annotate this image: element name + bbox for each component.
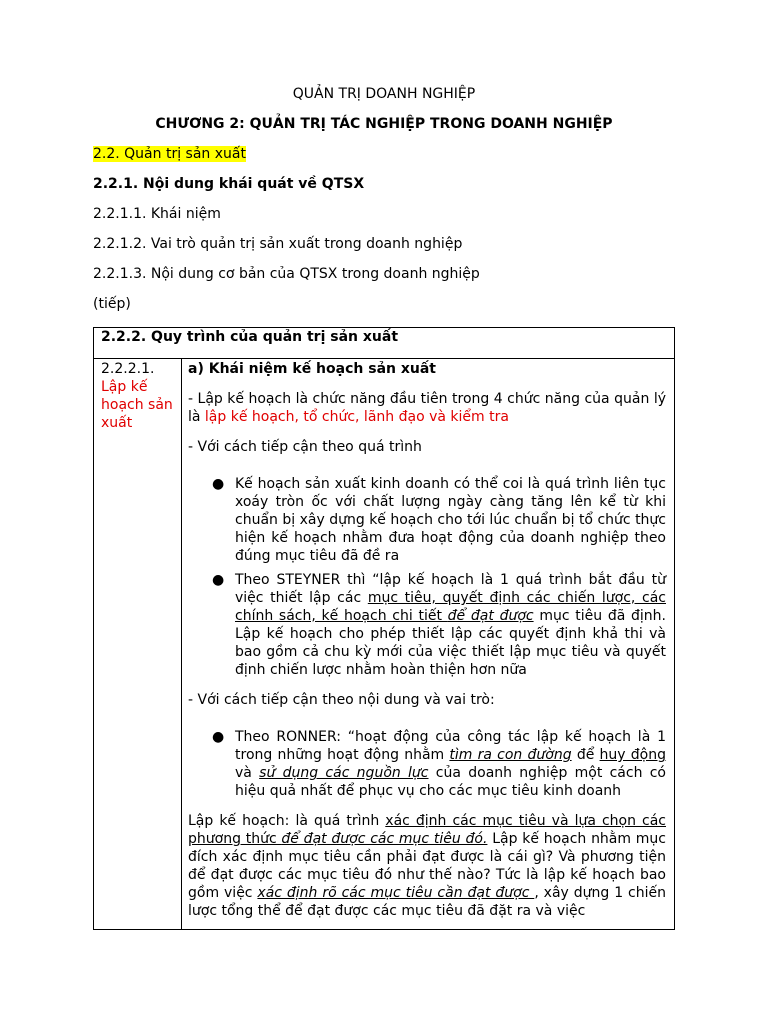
bullet-item-2 [188,571,666,679]
bullet-3-underline-1: tìm ra con đường [449,747,572,763]
course-title: QUẢN TRỊ DOANH NGHIỆP [292,86,476,102]
subsection-heading: 2.2.1. Nội dung khái quát về QTSX [93,176,365,192]
heading-a: a) Khái niệm kế hoạch sản xuất [188,361,436,377]
chapter-title: CHƯƠNG 2: QUẢN TRỊ TÁC NGHIỆP TRONG DOANH NGHIỆP [155,116,613,132]
bullet-3-underline-3: sử dụng các nguồn lực [259,765,429,781]
left-cell-number: 2.2.2.1. [101,361,155,377]
bullet-2-text-a: Theo STEYNER thì “lập kế hoạch là 1 quá trình bắt đầu từ việc thiết lập các [235,572,666,606]
right-cell [188,360,666,920]
left-cell-title: Lập kế hoạch sản xuất [101,379,173,431]
paragraph-content-approach: - Với cách tiếp cận theo nội dung và vai trò: [188,692,495,708]
bullet-icon: ● [212,729,225,745]
paragraph-process-approach: - Với cách tiếp cận theo quá trình [188,439,422,455]
p4-underline-1: xác định các mục tiêu và lựa chọn các phương thức [188,813,666,847]
item-khai-niem: 2.2.1.1. Khái niệm [93,206,221,222]
bullet-3-underline-2: huy động [599,747,667,763]
p1-red-text: lập kế hoạch, tổ chức, lãnh đạo và kiểm tra [204,409,509,425]
paragraph-definition [188,390,666,426]
section-highlight: 2.2. Quản trị sản xuất [93,146,246,162]
bullet-2-underline-2: để đạt được [447,608,534,624]
column-divider [181,359,182,929]
p4-underline-3: xác định rõ các mục tiêu cần đạt được [257,885,535,901]
bullet-3-text-a: Theo RONNER: “hoạt động của công tác lập kế hoạch là 1 trong những hoạt động nhằm [235,729,666,763]
bullet-3-text-d: của doanh nghiệp một cách có hiệu quả nhất để phục vụ cho các mục tiêu kinh doanh [235,765,666,799]
section-heading [93,146,246,162]
item-vai-tro: 2.2.1.2. Vai trò quản trị sản xuất trong doanh nghiệp [93,236,463,252]
bullet-item-1 [188,475,666,565]
paragraph-planning-definition [188,812,666,920]
table-header [94,328,674,359]
p4-text-c: , xây dựng 1 chiến lược tổng thể để đạt được các mục tiêu đã đặt ra và việc [188,885,666,919]
item-noi-dung: 2.2.1.3. Nội dung cơ bản của QTSX trong doanh nghiệp [93,266,480,282]
bullet-3-text-c: và [235,765,260,781]
p1-text: - Lập kế hoạch là chức năng đầu tiên trong 4 chức năng của quản lý là [188,391,666,425]
p4-underline-2: để đạt được các mục tiêu đó. [281,831,488,847]
continued-label: (tiếp) [93,296,131,312]
bullet-icon: ● [212,476,225,492]
bullet-3-text-b: để [571,747,600,763]
p4-text-a: Lập kế hoạch: là quá trình [188,813,386,829]
bullet-2-text-b: mục tiêu đã định. Lập kế hoạch cho phép thiết lập các quyết định khả thi và bao gồm cả chu kỳ mới của việc thiết lập mục tiêu và quyết định chiến lược nhằm hoàn thiện hơn nữa [235,608,666,678]
bullet-2-underline-1: mục tiêu, quyết định các chiến lược, các chính sách, kế hoạch chi tiết [235,590,666,624]
bullet-icon: ● [212,572,225,588]
process-table [93,327,675,930]
table-header-text: 2.2.2. Quy trình của quản trị sản xuất [101,329,399,345]
bullet-1-text: Kế hoạch sản xuất kinh doanh có thể coi là quá trình liên tục xoáy tròn ốc với chất lượng ngày càng tăng lên kể từ khi chuẩn bị xây dựng kế hoạch cho tới lúc chuẩn bị tổ chức thực hiện kế hoạch nhằm đưa hoạt động của doanh nghiệp theo đúng mục tiêu đã đề ra [235,476,666,564]
left-cell [101,360,177,432]
p4-text-b: Lập kế hoạch nhằm mục đích xác định mục tiêu cần phải đạt được là cái gì? Và phương tiện để đạt được các mục tiêu đó như thế nào? Tức là lập kế hoạch bao gồm việc [188,831,666,901]
bullet-item-3 [188,728,666,800]
